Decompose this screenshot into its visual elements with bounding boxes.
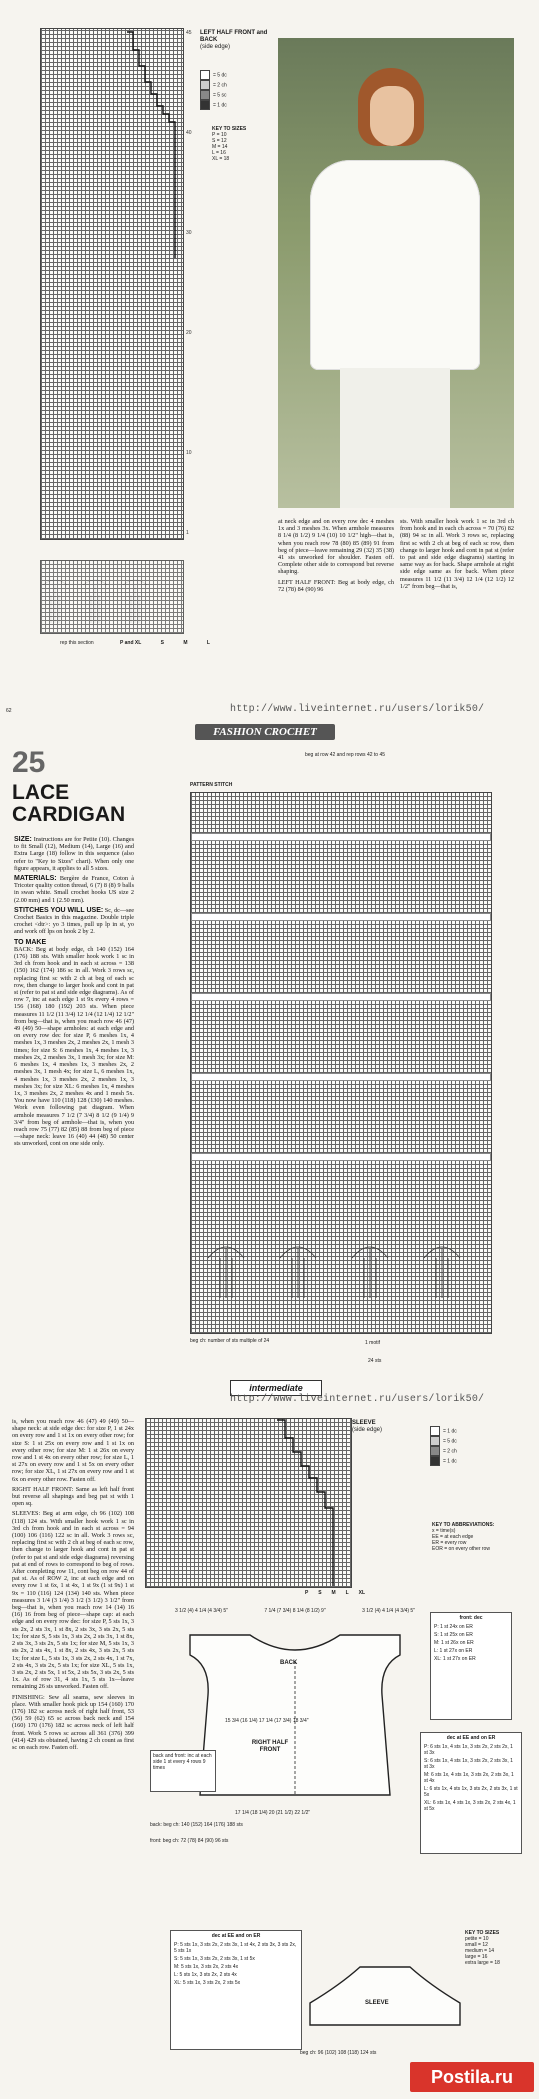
box-line: L: 5 sts 1x, 3 sts 2x, 2 sts 4x	[174, 1972, 237, 1978]
size-label: S	[318, 1590, 322, 1596]
box-line: M: 1 st 26x on ER	[434, 1640, 474, 1646]
chart-numbers-right: 45 40 30 20 10 1	[186, 30, 192, 536]
size-label: S	[160, 640, 165, 646]
page-63	[0, 1410, 539, 2099]
box-line: S: 5 sts 1x, 3 sts 2x, 2 sts 3x, 1 st 5x	[174, 1956, 255, 1962]
size-entry: S = 12	[212, 138, 227, 144]
model-photo	[278, 38, 514, 508]
size-labels-bottom	[120, 640, 210, 646]
dims-mid-1: 15 3/4 (16 1/4) 17 1/4 (17 3/4) 18 3/4"	[225, 1718, 309, 1724]
level-text: intermediate	[249, 1383, 303, 1393]
size-entry: large = 16	[465, 1954, 488, 1960]
size-entry: extra large = 18	[465, 1960, 500, 1966]
text-col-1	[278, 518, 394, 703]
paragraph: is, when you reach row 46 (47) 49 (49) 50—shape neck: at side edge dec: for size P, 1 st 24x on every row and 1 st 1x on every other row; for size S: 1 st 25x on every row and 1 st 1x on every other row; for size M: 1 st 26x on every row and 1 st 4x on every other row; for size L, 1 st 27x on every row and 1 st 5x on every other row; for size XL, 1 st 27x on every row and 1 st 6x on every other row. Fasten off.	[12, 1418, 134, 1483]
watermark-url[interactable]: http://www.liveinternet.ru/users/lorik50/	[230, 704, 485, 715]
legend-swatch	[430, 1436, 440, 1446]
sleeve-title	[352, 1420, 422, 1434]
box-title: front: dec	[459, 1615, 483, 1621]
legend-item	[430, 1426, 500, 1436]
pattern-title: LACE CARDIGAN	[12, 781, 126, 826]
legend-label: = 2 ch	[443, 1448, 457, 1455]
page-62	[0, 0, 539, 718]
abbr-item: EOR = on every other row	[432, 1546, 490, 1552]
size-label: P	[305, 1590, 309, 1596]
size-entry: petite = 10	[465, 1936, 489, 1942]
instructions-col	[12, 1418, 134, 2088]
repeat-label: rep this section	[60, 640, 94, 646]
legend-label: = 5 dc	[213, 72, 227, 79]
size-entry: small = 12	[465, 1942, 488, 1948]
dimension: 3 1/2 (4) 4 1/4 (4 3/4) 5"	[362, 1608, 415, 1614]
legend-label: = 1 dc	[443, 1458, 457, 1465]
box-line: P: 1 st 24x on ER	[434, 1624, 473, 1630]
section-text: BACK: Beg at body edge, ch 140 (152) 164 (176) 188 sts. With smaller hook work 1 sc in 3rd ch from hook and in each st across = 138 (150) 162 (174) 186 sc in all. Work 3 rows sc, replacing first sc with 2 ch at beg of each sc row, then change to larger hook and cont in pat st (refer to pat st and side edge diagrams). As of row 7, inc at each edge 1 st 9x every 4 rows = 156 (168) 180 (192) 203 sts. When piece measures 11 1/2 (11 3/4) 12 1/4 (12 1/4) 12 1/2" from beg—that is, when you reach row 46 (47) 49 (49) 50—shape armholes: at each edge and on every row dec for size P, 6 meshes 1x, 4 meshes 1x, 3 meshes 2x, 2 meshes 2x, 1 mesh 3 times; for size S: 6 meshes 1x, 4 meshes 1x, 3 meshes 2x, 2 meshes 3x, 1 mesh 3x; for size M: 6 meshes 1x, 4 meshes 1x, 3 meshes 2x, 2 meshes 3x, 1 mesh 4x; for size L, 6 meshes 1x, 4 meshes 1x, 3 meshes 2x, 2 meshes 1x, 3 meshes 3x; for size XL: 6 meshes 1x, 4 meshes 1x, 3 meshes 2x, 2 meshes 4x and 1 mesh 5x. You now have 110 (118) 128 (130) 140 meshes. Work even following pat diagram. When armhole measures 7 1/2 (7 3/4) 8 1/2 (9 1/4) 9 3/4" from beg of armhole—that is, when you reach row 75 (77) 82 (85) 88 from beg of piece—shape neck: leave 16 (40) 44 (48) 50 center sts unworked, cont on one side only.	[14, 945, 134, 1148]
front-beg-label: front: beg ch: 72 (78) 84 (90) 96 sts	[150, 1838, 229, 1844]
key-title: KEY TO SIZES	[212, 126, 247, 132]
page-fashion-crochet	[0, 718, 539, 1410]
ee-er-box	[420, 1732, 522, 1854]
pattern-label: PATTERN STITCH	[190, 782, 233, 788]
section-text: Sc, dc—see Crochet Basics in this magazine. Double triple crochet <dtr>: yo 3 times, pull up lp in st, yo and work off lps on hook 2 by 2.	[14, 906, 134, 936]
back-inc-box	[150, 1750, 216, 1792]
size-label: P and XL	[120, 640, 142, 646]
abbr-item: EE = at each edge	[432, 1534, 474, 1540]
size-label: M	[183, 640, 188, 646]
sleeve-title-text: SLEEVE	[352, 1420, 376, 1426]
legend-item	[200, 80, 278, 90]
legend-swatch	[430, 1426, 440, 1436]
section-text: Instructions are for Petite (10). Changes to fit Small (12), Medium (14), Large (16) and Extra Large (18) follow in this sequence (also refer to "Key to Sizes" chart). When only one figure appears, it applies to all 5 sizes.	[14, 836, 134, 872]
section	[14, 836, 134, 872]
box-line: S: 1 st 25x on ER	[434, 1632, 473, 1638]
abbr-title: KEY TO ABBREVIATIONS:	[432, 1522, 495, 1528]
key-title: KEY TO SIZES	[465, 1930, 500, 1936]
lower-chart	[40, 560, 184, 634]
size-label: M	[331, 1590, 336, 1596]
right-front-label: RIGHT HALF FRONT	[251, 1740, 289, 1753]
size-label: XL	[358, 1590, 365, 1596]
chart-subtitle: (side edge)	[200, 44, 231, 50]
box-line: L: 1 st 27x on ER	[434, 1648, 473, 1654]
legend-label: = 1 dc	[213, 102, 227, 109]
legend-swatch	[200, 80, 210, 90]
dims-mid-2: 17 1/4 (18 1/4) 20 (21 1/2) 22 1/2"	[235, 1810, 311, 1816]
motif-sts: 24 sts	[368, 1358, 382, 1364]
pattern-number: 25	[12, 746, 46, 779]
abbr-item: x = time(s)	[432, 1528, 456, 1534]
section-text: Bergère de France, Coton à Tricoter quality cotton thread, 6 (7) 8 (8) 9 balls in swan white. Small crochet hooks US size 2 (2.00 mm) and 1 (2.50 mm).	[14, 875, 134, 904]
white-trousers	[340, 368, 450, 508]
pattern-motifs	[190, 1228, 490, 1308]
box-line: S: 6 sts 1x, 4 sts 1x, 3 sts 2x, 2 sts 3x, 1 st 3x	[424, 1758, 513, 1770]
size-label: L	[206, 640, 210, 646]
size-label: L	[345, 1590, 349, 1596]
size-entry: medium = 14	[465, 1948, 495, 1954]
abbreviations	[432, 1522, 522, 1552]
sleeve-beg: beg ch: 96 (102) 108 (118) 124 sts	[300, 2050, 377, 2056]
legend-item	[200, 70, 278, 80]
sleeve-schematic	[300, 1955, 470, 2035]
front-dec-box	[430, 1612, 512, 1720]
box-line: M: 5 sts 1x, 3 sts 2x, 2 sts 4x	[174, 1964, 239, 1970]
legend-label: = 1 dc	[443, 1428, 457, 1435]
bottom-note: beg ch: number of sts multiple of 24	[190, 1338, 270, 1344]
box-line: P: 5 sts 1x, 3 sts 2x, 2 sts 3x, 1 st 4x, 2 sts 3x, 3 sts 2x, 5 sts 1x	[174, 1942, 297, 1954]
legend-item	[200, 90, 278, 100]
face	[370, 86, 414, 146]
paragraph: at neck edge and on every row dec 4 meshes 1x and 3 meshes 3x. When armhole measures 8 1/4 (8 1/2) 9 1/4 (10) 10 1/2" high—that is, when you reach row 78 (80) 85 (89) 91 from beg of piece—leave remaining 29 (32) 35 (38) 41 sts unworked for shoulder. Fasten off. Complete other side to correspond but reverse shaping.	[278, 518, 394, 576]
white-cardigan	[310, 160, 480, 370]
fashion-crochet-banner	[195, 724, 335, 740]
sleeve-dec-box	[170, 1930, 302, 2050]
watermark-url[interactable]: http://www.liveinternet.ru/users/lorik50/	[230, 1394, 485, 1405]
box-line: M: 6 sts 1x, 4 sts 1x, 3 sts 2x, 2 sts 3x, 1 st 4x	[424, 1772, 514, 1784]
legend-label: = 5 dc	[443, 1438, 457, 1445]
legend-swatch	[200, 70, 210, 80]
dimension: 7 1/4 (7 3/4) 8 1/4 (8 1/2) 9"	[264, 1608, 326, 1614]
legend-label: = 5 sc	[213, 92, 227, 99]
box-line: XL: 6 sts 1x, 4 sts 1x, 3 sts 2x, 2 sts 4x, 1 st 5x	[424, 1800, 516, 1812]
back-label: BACK	[280, 1660, 298, 1666]
motif-label: 1 motif	[365, 1340, 381, 1346]
instructions-col	[14, 836, 134, 1396]
legend-swatch	[430, 1446, 440, 1456]
text-col-2	[400, 518, 514, 703]
sleeve-shaping-steps	[275, 1418, 355, 1588]
box-line: XL: 5 sts 1x, 3 sts 2x, 2 sts 5x	[174, 1980, 241, 1986]
back-beg-label: back: beg ch: 140 (152) 164 (176) 188 sts	[150, 1822, 243, 1828]
abbr-item: ER = every row	[432, 1540, 467, 1546]
legend-swatch	[200, 90, 210, 100]
postila-logo: Postila.ru	[410, 2062, 534, 2092]
page-number: 62	[6, 708, 12, 714]
sleeve-size-labels	[305, 1590, 365, 1596]
box-line: L: 6 sts 1x, 4 sts 1x, 3 sts 2x, 2 sts 3x, 1 st 5x	[424, 1786, 518, 1798]
dimension: 3 1/2 (4) 4 1/4 (4 3/4) 5"	[175, 1608, 228, 1614]
size-entry: M = 14	[212, 144, 228, 150]
box-title: dec at EE and on ER	[211, 1933, 261, 1939]
paragraph: RIGHT HALF FRONT: Same as left half front but reverse all shapings and beg pat st with 1 open sq.	[12, 1485, 134, 1508]
dims-top	[175, 1608, 415, 1614]
section-head: STITCHES YOU WILL USE:	[14, 906, 104, 914]
sleeve-subtitle: (side edge)	[352, 1427, 383, 1433]
size-entry: XL = 18	[212, 156, 230, 162]
box-line: P: 6 sts 1x, 4 sts 1x, 3 sts 2x, 2 sts 2x, 1 st 3x	[424, 1744, 513, 1756]
box-title: dec at EE and on ER	[446, 1735, 496, 1741]
legend-item	[430, 1436, 500, 1446]
legend-item	[430, 1456, 500, 1466]
legend	[200, 70, 278, 110]
top-note: beg at row 42 and rep rows 42 to 45	[304, 752, 386, 758]
chart-title	[200, 30, 280, 51]
box-line: XL: 1 st 27x on ER	[434, 1656, 476, 1662]
paragraph: FINISHING: Sew all seams, sew sleeves in place. With smaller hook pick up 154 (160) 170 (176) 182 sc across neck of right half front, 53 (56) 59 (62) 65 sc across back neck and 154 (160) 170 (176) 182 sc across neck of left half front. Work 5 rows sc across all 361 (376) 399 (414) 429 sts obtained, having 2 ch count as first sc on each row. Fasten off.	[12, 1693, 134, 1751]
sleeve-legend	[430, 1426, 500, 1466]
section-head: TO MAKE	[14, 938, 47, 946]
legend-swatch	[200, 100, 210, 110]
section	[14, 939, 134, 1148]
size-entry: P = 10	[212, 132, 227, 138]
section-head: SIZE:	[14, 836, 32, 843]
sleeve-label: SLEEVE	[365, 2000, 389, 2006]
legend-swatch	[430, 1456, 440, 1466]
chart-title-text: LEFT HALF FRONT and BACK	[200, 30, 268, 43]
key-to-sizes	[212, 126, 272, 162]
banner-text: FASHION CROCHET	[213, 726, 317, 738]
back-inc-text: back and front: inc at each side 1 st every 4 rows 9 times	[153, 1753, 212, 1771]
section	[14, 907, 134, 936]
paragraph: sts. With smaller hook work 1 sc in 3rd ch from hook and in each ch across = 70 (76) 82 (88) 94 sc in all. Work 3 rows sc, replacing first sc with 2 ch at beg of each sc row, then change to larger hook and cont in pat st (refer to pat and side edge diagrams) starting in same way as for back. Shape armhole at right side edge same as for back. When piece measures 11 1/2 (11 3/4) 12 1/4 (12 1/2) 12 1/2" from beg—that is,	[400, 518, 514, 590]
key-to-sizes	[465, 1930, 533, 1966]
paragraph: LEFT HALF FRONT: Beg at body edge, ch 72 (78) 84 (90) 96	[278, 578, 394, 593]
paragraph: SLEEVES: Beg at arm edge, ch 96 (102) 108 (118) 124 sts. With smaller hook work 1 sc in 3rd ch from hook and in each st across = 94 (100) 106 (116) 122 sc in all. Work 3 rows sc, replacing first sc with 2 ch at beg of each sc row, then change to larger hook and cont in pat st (refer to pat st and side edge diagrams) reversing pat at end of rows to correspond to beg of rows. After completing row 11, cont beg on row 44 of pat st. As of ROW 2, inc at each edge and on every row 1 st 6x, 1 st 4x, 1 st 9x (1 st 9x) 1 st 9x = 110 (116) 124 (134) 140 sts. When piece measures 3 1/4 (3 1/4) 3 1/2 (3 1/2) 3 1/2" from beg—that is, when you reach row 14 (14) 16 (16) 16 from beg of piece—shape cap: at each edge and on every row dec: for size P, 5 sts 1x, 3 sts 2x, 2 sts 3x, 1 st 8x, 2 sts 3x, 3 sts 2x, 5 sts 1x; for size S, 5 sts 1x, 3 sts 2x, 2 sts 3x, 1 st 8x, 2 sts 3x, 3 sts 2x, 5 sts 1x; for size M, 5 sts 1x, 3 sts 2x, 2 sts 4x, 1 st 8x, 2 sts 4x, 3 sts 2x, 5 sts 1x; for size L, 5 sts 1x, 3 sts 2x, 2 sts 4x, 1 st 7x, 2 sts 4x, 3 sts 2x, 5 sts 1x; for size XL, 5 sts 1x, 3 sts 2x, 2 sts 5x, 1 st 5x, 2 sts 5x, 3 sts 2x, 5 sts 1x. As of row 31, 4 sts 1x, 5 sts 1x—leave remaining 26 sts unworked. Fasten off.	[12, 1510, 134, 1691]
size-entry: L = 16	[212, 150, 226, 156]
section-head: MATERIALS:	[14, 875, 57, 883]
legend-item	[430, 1446, 500, 1456]
legend-item	[200, 100, 278, 110]
section	[14, 875, 134, 904]
legend-label: = 2 ch	[213, 82, 227, 89]
